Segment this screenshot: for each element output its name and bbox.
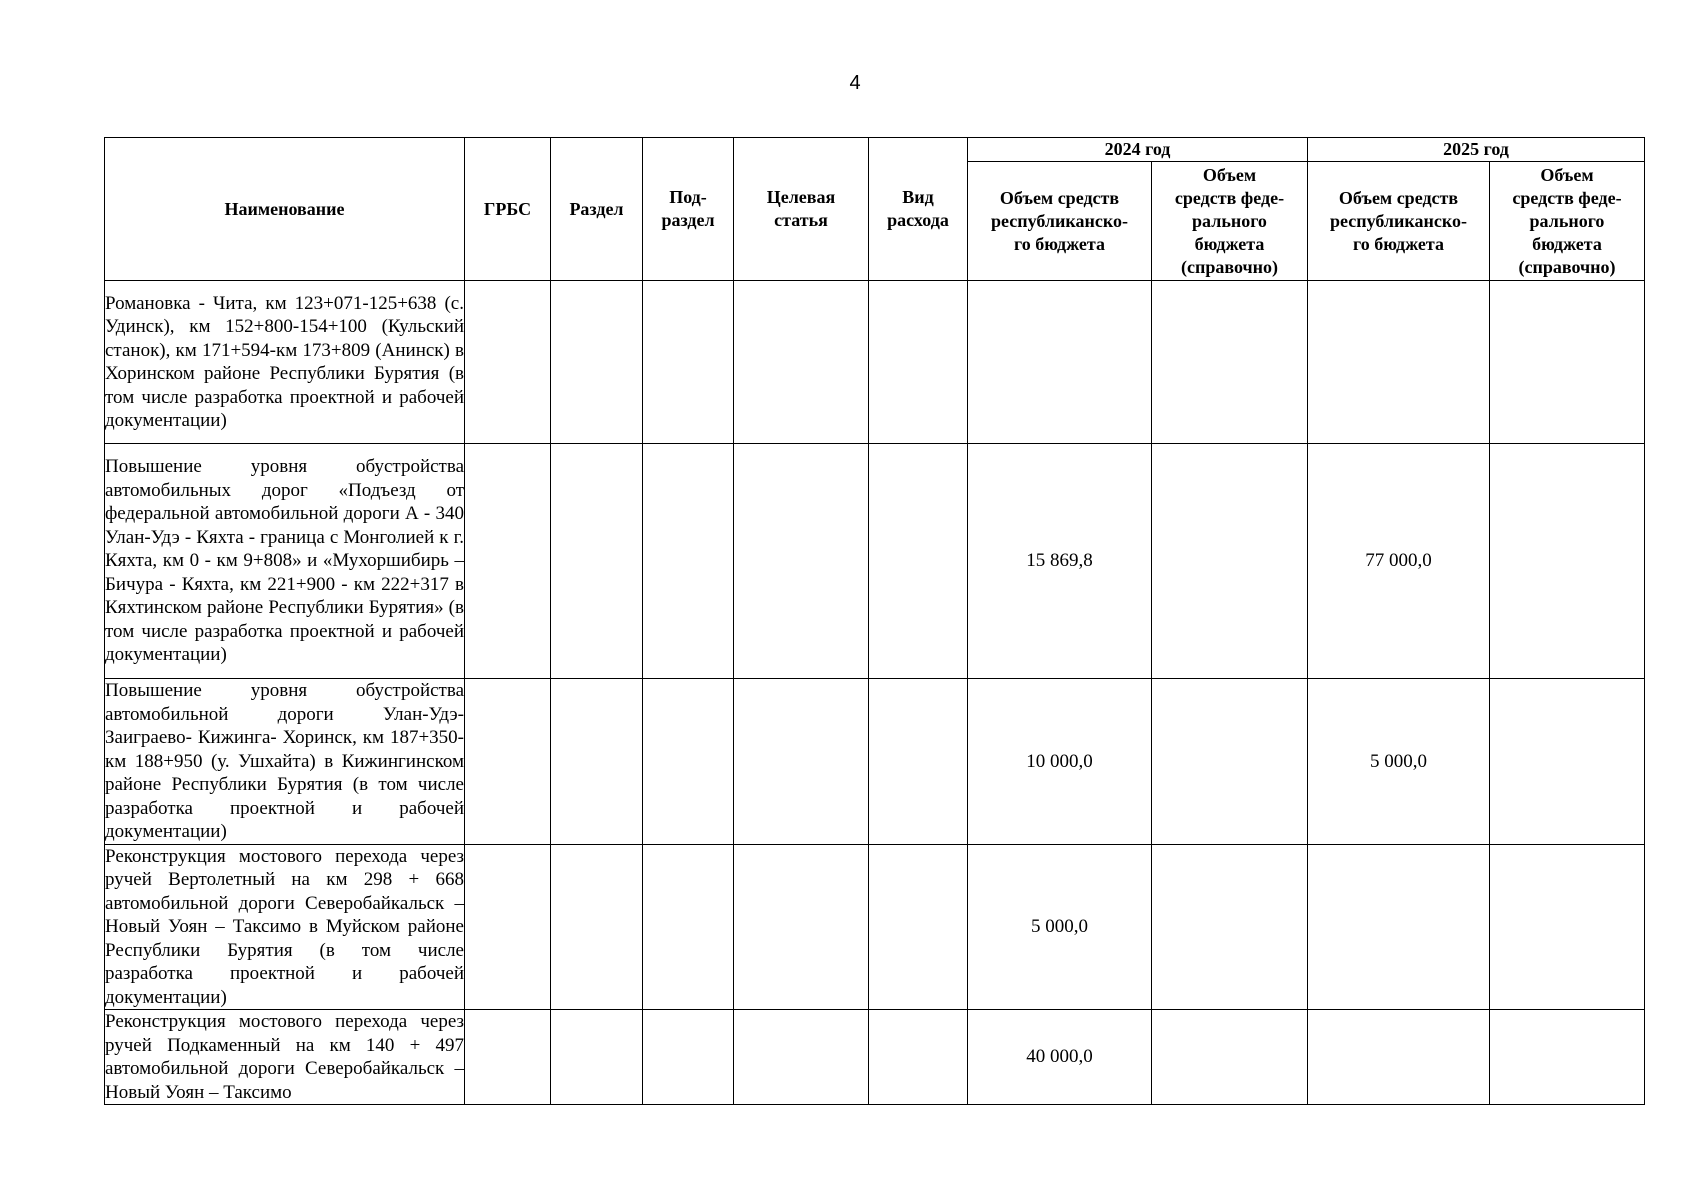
cell-fed-2025 [1490, 844, 1645, 1010]
cell-rep-2025: 5 000,0 [1308, 679, 1490, 845]
cell-grbs [465, 844, 551, 1010]
cell-fed-2024 [1152, 1010, 1308, 1105]
cell-vid [869, 281, 968, 444]
cell-razdel [551, 679, 643, 845]
cell-rep-2024 [968, 281, 1152, 444]
cell-razdel [551, 1010, 643, 1105]
cell-grbs [465, 444, 551, 679]
cell-grbs [465, 679, 551, 845]
column-header-name: Наименование [105, 138, 465, 281]
table-body [105, 281, 1645, 1105]
cell-podrazdel [643, 444, 734, 679]
cell-grbs [465, 1010, 551, 1105]
cell-name: Реконструкция мостового перехода через ручей Подкаменный на км 140 + 497 автомобильной дороги Северобайкальск – Новый Уоян – Таксимо [105, 1011, 464, 1103]
cell-celevaya [734, 1010, 869, 1105]
cell-celevaya [734, 281, 869, 444]
cell-podrazdel [643, 844, 734, 1010]
column-header-fed-budget-2024: Объем средств феде- рального бюджета (справочно) [1152, 162, 1308, 281]
column-header-year-2024: 2024 год [968, 138, 1308, 162]
column-header-razdel: Раздел [551, 138, 643, 281]
table-header [105, 138, 1645, 281]
cell-vid [869, 844, 968, 1010]
table-row [105, 281, 1645, 444]
column-header-fed-budget-2025: Объем средств феде- рального бюджета (справочно) [1490, 162, 1645, 281]
cell-podrazdel [643, 679, 734, 845]
cell-fed-2025 [1490, 1010, 1645, 1105]
cell-rep-2024: 15 869,8 [968, 444, 1152, 679]
cell-vid [869, 444, 968, 679]
cell-rep-2024: 40 000,0 [968, 1010, 1152, 1105]
cell-podrazdel [643, 1010, 734, 1105]
cell-rep-2024: 10 000,0 [968, 679, 1152, 845]
table-row [105, 844, 1645, 1010]
column-header-rep-budget-2025: Объем средств республиканско- го бюджета [1308, 162, 1490, 281]
table-row [105, 444, 1645, 679]
cell-name: Реконструкция мостового перехода через ручей Вертолетный на км 298 + 668 автомобильной дороги Северобайкальск – Новый Уоян – Таксимо в Муйском районе Республики Бурятия (в том числе разработка проектной и рабочей документации) [105, 845, 464, 1008]
cell-grbs [465, 281, 551, 444]
column-header-year-2025: 2025 год [1308, 138, 1645, 162]
cell-razdel [551, 844, 643, 1010]
cell-rep-2024: 5 000,0 [968, 844, 1152, 1010]
cell-name: Романовка - Чита, км 123+071-125+638 (с. Удинск), км 152+800-154+100 (Кульский станок), км 171+594-км 173+809 (Анинск) в Хоринском районе Республики Бурятия (в том числе разработка проектной и рабочей документации) [105, 281, 465, 444]
table-row [105, 1010, 1645, 1105]
cell-fed-2024 [1152, 844, 1308, 1010]
cell-rep-2025 [1308, 1010, 1490, 1105]
cell-rep-2025 [1308, 281, 1490, 444]
cell-celevaya [734, 844, 869, 1010]
cell-fed-2025 [1490, 444, 1645, 679]
column-header-vid: Вид расхода [869, 138, 968, 281]
column-header-celevaya: Целевая статья [734, 138, 869, 281]
column-header-grbs: ГРБС [465, 138, 551, 281]
table-row [105, 679, 1645, 845]
cell-name: Повышение уровня обустройства автомобильных дорог «Подъезд от федеральной автомобильной дороги А - 340 Улан-Удэ - Кяхта - граница с Монголией к г. Кяхта, км 0 - км 9+808» и «Мухоршибирь – Бичура - Кяхта, км 221+900 - км 222+317 в Кяхтинском районе Республики Бурятия» (в том числе разработка проектной и рабочей документации) [105, 444, 465, 679]
column-header-podrazdel: Под- раздел [643, 138, 734, 281]
cell-razdel [551, 444, 643, 679]
cell-rep-2025: 77 000,0 [1308, 444, 1490, 679]
cell-fed-2025 [1490, 679, 1645, 845]
budget-table [104, 137, 1645, 1105]
column-header-rep-budget-2024: Объем средств республиканско- го бюджета [968, 162, 1152, 281]
cell-razdel [551, 281, 643, 444]
cell-celevaya [734, 679, 869, 845]
cell-vid [869, 1010, 968, 1105]
cell-name: Повышение уровня обустройства автомобильной дороги Улан-Удэ- Заиграево- Кижинга- Хоринск, км 187+350-км 188+950 (у. Ушхайта) в Кижингинском районе Республики Бурятия (в том числе разработка проектной и рабочей документации) [105, 680, 464, 842]
cell-vid [869, 679, 968, 845]
cell-rep-2025 [1308, 844, 1490, 1010]
cell-fed-2024 [1152, 281, 1308, 444]
cell-fed-2024 [1152, 679, 1308, 845]
cell-celevaya [734, 444, 869, 679]
cell-fed-2024 [1152, 444, 1308, 679]
cell-podrazdel [643, 281, 734, 444]
page-number: 4 [849, 72, 861, 94]
cell-fed-2025 [1490, 281, 1645, 444]
